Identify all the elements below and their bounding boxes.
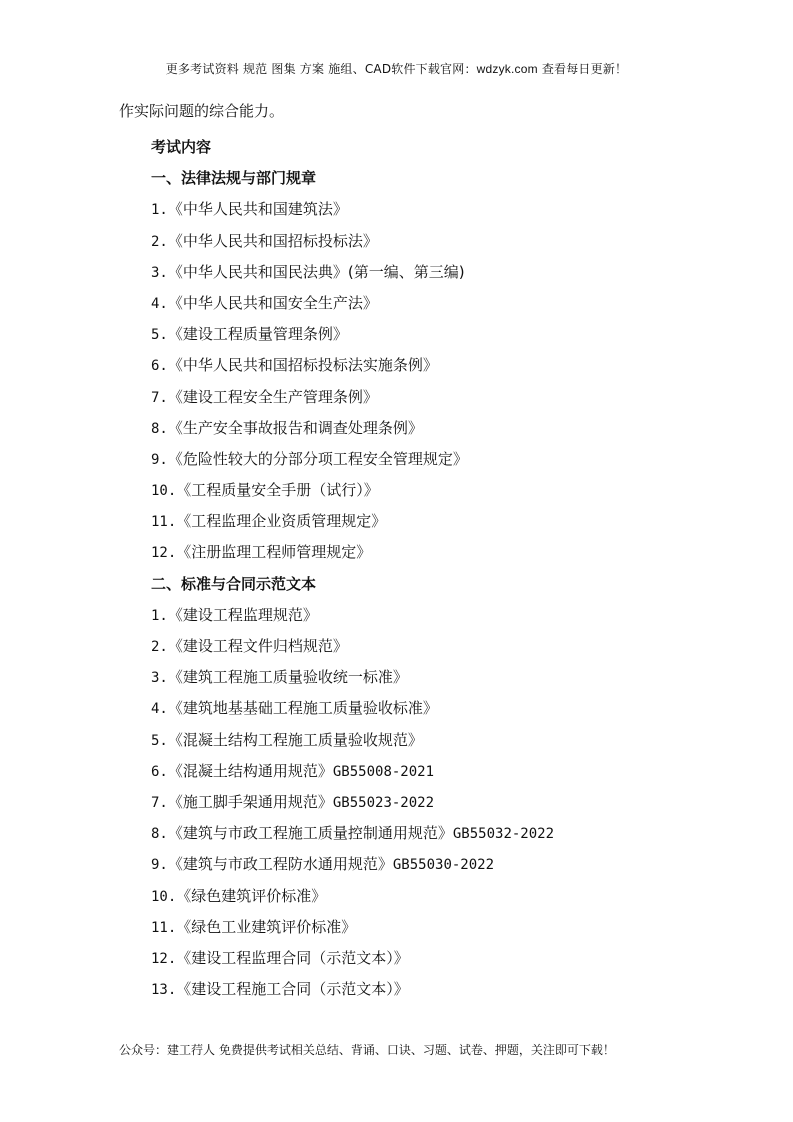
item-title: 《工程质量安全手册（试行）》 [176, 481, 379, 500]
list-item [151, 444, 711, 475]
list-item [151, 662, 711, 693]
list-item [151, 319, 711, 350]
item-number: 7. [151, 389, 168, 406]
part2-heading: 二、标准与合同示范文本 [151, 574, 317, 593]
item-title: 《建筑与市政工程防水通用规范》 [167, 855, 393, 874]
list-item [151, 350, 711, 381]
item-title: 《中华人民共和国招标投标法》 [167, 231, 378, 250]
item-number: 8. [151, 420, 168, 437]
page-footer: 公众号：建工荇人 免费提供考试相关总结、背诵、口诀、习题、试卷、押题，关注即可下载！ [119, 1043, 615, 1057]
item-title: 《中华人民共和国建筑法》 [167, 200, 348, 219]
item-title: 《建设工程文件归档规范》 [167, 637, 348, 655]
item-title: 《注册监理工程师管理规定》 [176, 543, 372, 562]
list-item [151, 974, 711, 1005]
header-site-link[interactable]: wdzyk.com [476, 62, 538, 76]
item-extra: (第一编、第三编) [347, 262, 465, 281]
item-title: 《绿色工业建筑评价标准》 [176, 917, 357, 936]
list-item [151, 382, 711, 413]
list-item [151, 912, 711, 943]
item-number: 13. [151, 982, 177, 999]
item-title: 《中华人民共和国民法典》 [167, 262, 348, 281]
list-item [151, 288, 711, 319]
exam-content [151, 132, 711, 1005]
part1-list [151, 194, 711, 568]
item-title: 《混凝土结构工程施工质量验收规范》 [167, 730, 423, 749]
part1-heading: 一、法律法规与部门规章 [151, 169, 317, 188]
item-title: 《建设工程监理规范》 [167, 605, 318, 624]
item-number: 8. [151, 826, 168, 843]
item-title: 《建筑与市政工程施工质量控制通用规范》 [167, 824, 453, 843]
item-extra: GB55032-2022 [452, 826, 555, 843]
item-number: 5. [151, 732, 168, 749]
item-number: 12. [151, 545, 177, 562]
section-title: 考试内容 [151, 138, 212, 156]
item-number: 6. [151, 358, 168, 375]
item-extra: GB55023-2022 [332, 794, 435, 811]
part2-list [151, 600, 711, 1005]
item-number: 2. [151, 639, 168, 655]
item-number: 4. [151, 295, 168, 312]
list-item [151, 818, 711, 849]
item-number: 11. [151, 514, 177, 531]
item-title: 《建筑地基基础工程施工质量验收标准》 [167, 699, 438, 718]
item-number: 9. [151, 857, 168, 874]
item-title: 《建筑工程施工质量验收统一标准》 [167, 668, 408, 687]
list-item [151, 631, 711, 662]
header-text-suffix: 查看每日更新！ [537, 62, 628, 76]
list-item [151, 943, 711, 974]
item-number: 1. [151, 202, 168, 219]
item-number: 3. [151, 264, 168, 281]
list-item [151, 506, 711, 537]
item-number: 10. [151, 888, 177, 905]
item-number: 3. [151, 670, 168, 687]
item-title: 《建设工程监理合同（示范文本）》 [176, 948, 409, 967]
item-title: 《中华人民共和国招标投标法实施条例》 [167, 356, 438, 375]
list-item [151, 881, 711, 912]
list-item [151, 413, 711, 444]
item-number: 6. [151, 763, 168, 780]
item-title: 《危险性较大的分部分项工程安全管理规定》 [167, 449, 468, 468]
list-item [151, 194, 711, 225]
item-number: 7. [151, 794, 168, 811]
item-number: 5. [151, 327, 168, 344]
item-title: 《生产安全事故报告和调查处理条例》 [167, 418, 423, 437]
list-item [151, 693, 711, 724]
header-text: 更多考试资料 规范 图集 方案 施组、CAD软件下载官网： [165, 62, 477, 76]
item-number: 9. [151, 451, 168, 468]
item-number: 4. [151, 701, 168, 718]
item-title: 《建设工程施工合同（示范文本）》 [176, 980, 409, 999]
item-extra: GB55030-2022 [392, 857, 495, 874]
item-title: 《混凝土结构通用规范》 [167, 761, 333, 780]
item-title: 《施工脚手架通用规范》 [167, 792, 333, 811]
list-item [151, 226, 711, 257]
intro-text: 作实际问题的综合能力。 [119, 102, 285, 120]
list-item [151, 257, 711, 288]
list-item [151, 537, 711, 568]
item-title: 《中华人民共和国安全生产法》 [167, 293, 378, 312]
list-item [151, 756, 711, 787]
item-title: 《建设工程安全生产管理条例》 [167, 387, 378, 406]
page-header [0, 60, 793, 77]
item-number: 12. [151, 950, 177, 967]
item-number: 11. [151, 919, 177, 936]
list-item [151, 475, 711, 506]
list-item [151, 849, 711, 880]
item-title: 《绿色建筑评价标准》 [176, 886, 327, 905]
list-item [151, 725, 711, 756]
item-extra: GB55008-2021 [332, 763, 435, 780]
item-number: 2. [151, 233, 168, 250]
item-number: 10. [151, 483, 177, 500]
item-title: 《工程监理企业资质管理规定》 [176, 512, 387, 531]
list-item [151, 787, 711, 818]
item-number: 1. [151, 607, 168, 624]
list-item [151, 600, 711, 631]
item-title: 《建设工程质量管理条例》 [167, 325, 348, 344]
